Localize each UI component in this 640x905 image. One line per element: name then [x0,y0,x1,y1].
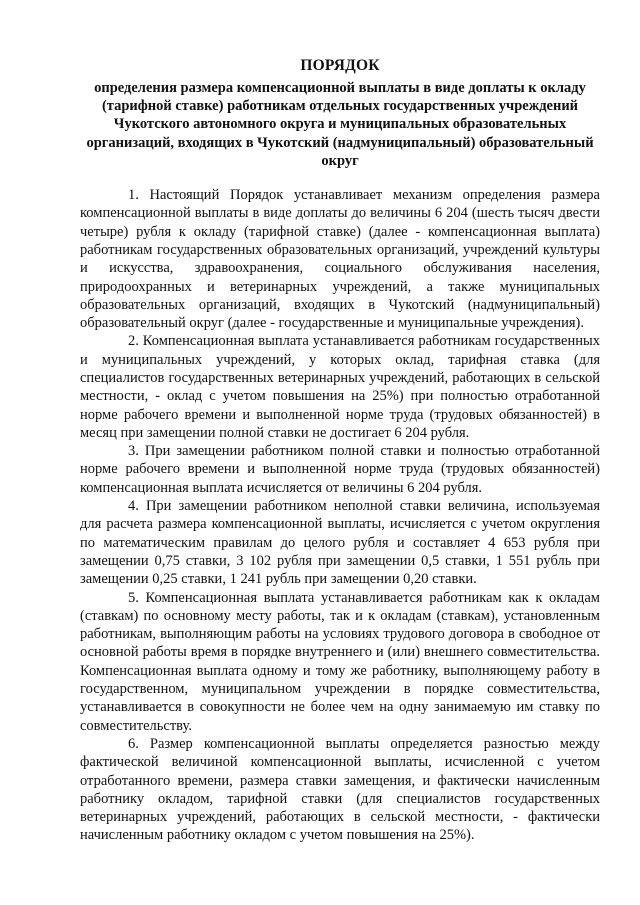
paragraph-5: 5. Компенсационная выплата устанавливается работникам как к окладам (ставкам) по основному месту работы, так и к окладам (ставкам), установленным работникам, выполняющим работы на условиях трудового договора в свободное от основной работы время в порядке внутреннего и (или) внешнего совместительства. Компенсационная выплата одному и тому же работнику, выполняющему работу в государственном, муниципальном учреждении в порядке совместительства, устанавливается в совокупности не более чем на одну занимаемую им ставку по совместительству. [80,589,600,734]
paragraph-2: 2. Компенсационная выплата устанавливается работникам государственных и муниципальных учреждений, у которых оклад, тарифная ставка (для специалистов государственных ветеринарных учреждений, работающих в сельской местности, - оклад с учетом повышения на 25%) при полностью отработанной норме рабочего времени и выполненной норме труда (трудовых обязанностей) в месяц при замещении полной ставки не достигает 6 204 рубля. [80,333,600,441]
paragraph-4: 4. При замещении работником неполной ставки величина, используемая для расчета размера компенсационной выплаты, исчисляется с учетом округления по математическим правилам до целого рубля и составляет 4 653 рубля при замещении 0,75 ставки, 3 102 рубля при замещении 0,5 ставки, 1 551 рубль при замещении 0,25 ставки, 1 241 рубль при замещении 0,20 ставки. [80,498,600,588]
document-title: ПОРЯДОК [300,57,380,74]
document-page [80,56,600,845]
paragraph-1: 1. Настоящий Порядок устанавливает механизм определения размера компенсационной выплаты в виде доплаты до величины 6 204 (шесть тысяч двести четыре) рубля к окладу (тарифной ставке) (далее - компенсационная выплата) работникам государственных образовательных организаций, учреждений культуры и искусства, здравоохранения, социального обслуживания населения, природоохранных и ветеринарных учреждений, а также муниципальных образовательных организаций, входящих в Чукотский (надмуниципальный) образовательный округ (далее - государственные и муниципальные учреждения). [80,187,600,332]
document-subtitle: определения размера компенсационной выплаты в виде доплаты к окладу (тарифной ставке) работникам отдельных государственных учреждений Чукотского автономного округа и муниципальных образовательных организаций, входящих в Чукотский (надмуниципальный) образовательный округ [86,80,594,169]
paragraph-3: 3. При замещении работником полной ставки и полностью отработанной норме рабочего времени и выполненной норме труда (трудовых обязанностей) компенсационная выплата исчисляется от величины 6 204 рубля. [80,443,600,496]
paragraph-6: 6. Размер компенсационной выплаты определяется разностью между фактической величиной компенсационной выплаты, исчисленной с учетом отработанного времени, размера ставки замещения, и фактически начисленным работнику окладом, тарифной ставки (для специалистов государственных ветеринарных учреждений, работающих в сельской местности, - фактически начисленным работнику окладом с учетом повышения на 25%). [80,735,600,844]
document-body [80,186,600,845]
